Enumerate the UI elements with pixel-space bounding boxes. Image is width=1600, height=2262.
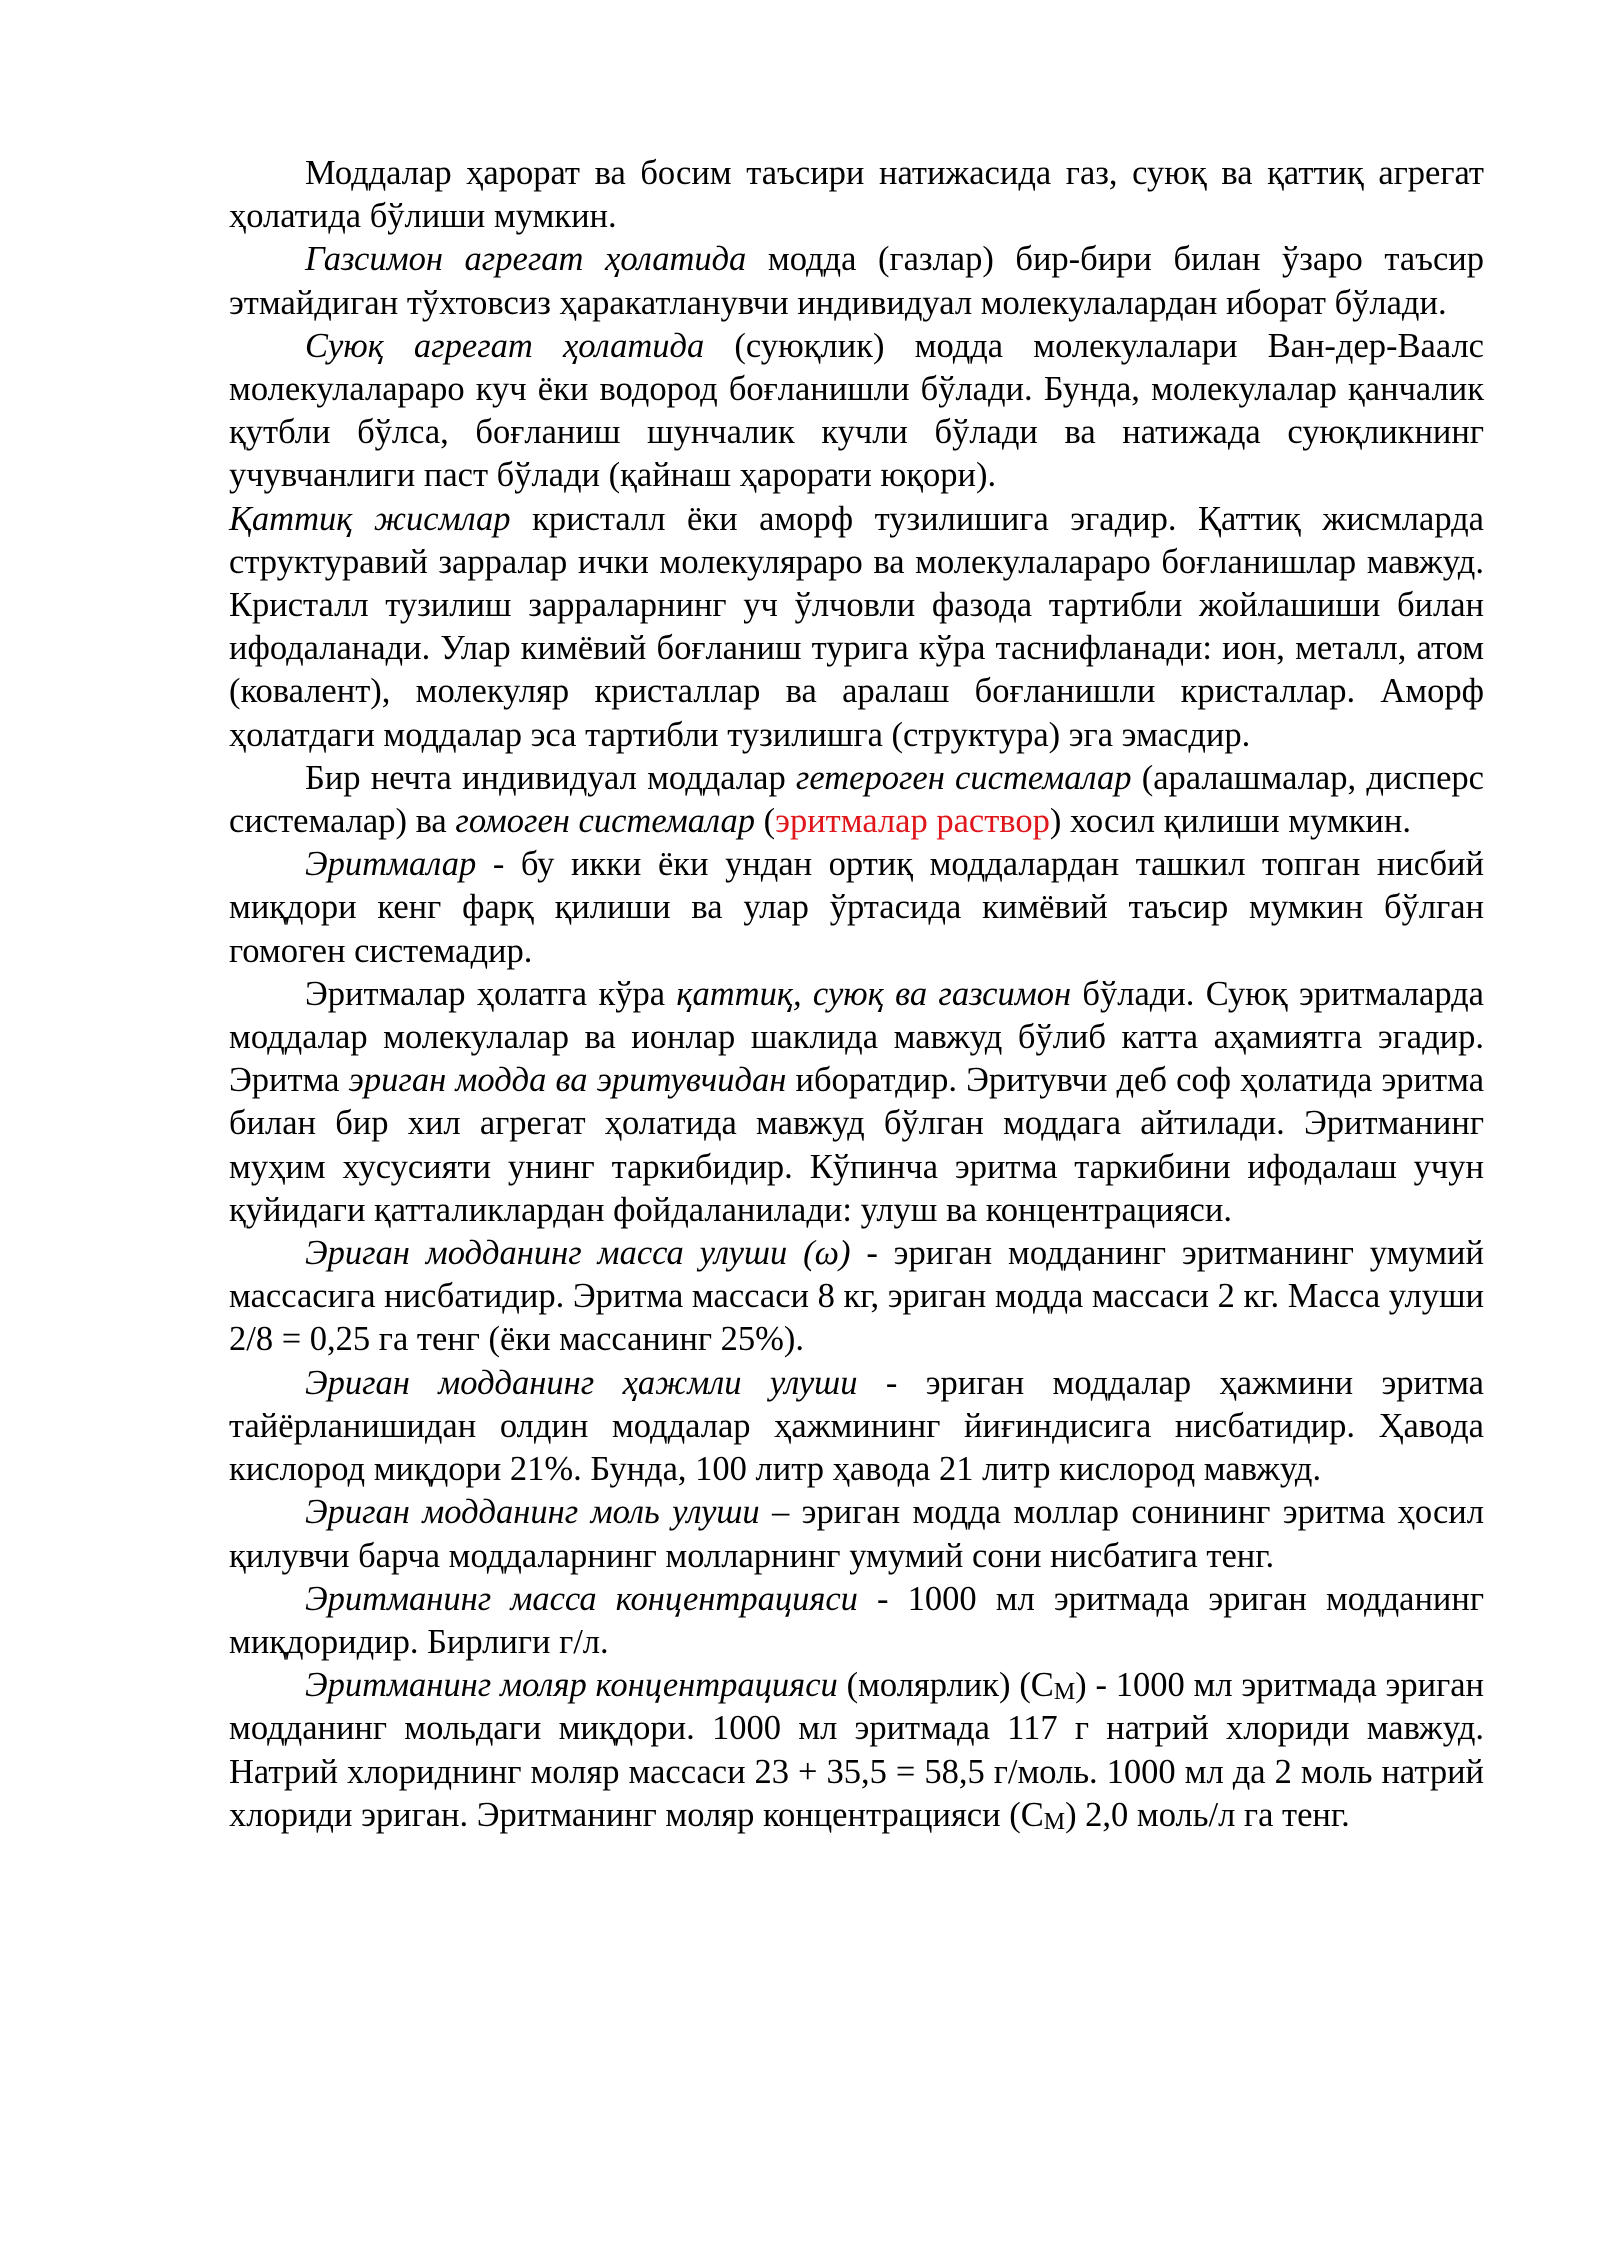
- paragraph-text: Бир нечта индивидуал моддалар: [305, 758, 796, 797]
- paragraph-text: ) - 1000 мл эритмада эриган модданинг мольдаги миқдори. 1000 мл эритмада 117 г натрий хлориди мавжуд. Натрий хлориднинг моляр массаси 23 + 35,5 = 58,5 г/моль. 1000 мл да 2 моль натрий хлориди эриган. Эритманинг моляр концентрацияси (С: [229, 1666, 1484, 1834]
- paragraph-solid-state: [229, 498, 1484, 757]
- term-volume-fraction: Эриган модданинг ҳажмли улуши: [305, 1363, 858, 1402]
- term-homogeneous-systems: гомоген системалар: [455, 802, 756, 841]
- paragraph-text: бўлади. Суюқ эритмаларда моддалар молекулалар ва ионлар шаклида мавжуд бўлиб катта аҳамиятга эгадир. Эритма: [229, 974, 1484, 1100]
- paragraph-liquid-state: [229, 325, 1484, 498]
- term-mass-fraction: Эриган модданинг масса улуши (ω): [305, 1234, 851, 1273]
- paragraph-text: Моддалар ҳарорат ва босим таъсири натижасида газ, суюқ ва қаттиқ агрегат ҳолатида бўлиши мумкин.: [229, 154, 1484, 236]
- paragraph-text: кристалл ёки аморф тузилишига эгадир. Қаттиқ жисмларда структуравий зарралар ички молекуляраро ва молекулалараро боғланишлар мавжуд. Кристалл тузилиш зарраларнинг уч ўлчовли фазода тартибли жойлашиши билан ифодаланади. Улар кимёвий боғланиш турига кўра таснифланади: ион, металл, атом (ковалент), молекуляр кристаллар ва аралаш боғланишли кристаллар. Аморф ҳолатдаги моддалар эса тартибли тузилишга (структура) эга эмасдир.: [229, 499, 1484, 754]
- paragraph-text: (: [755, 802, 776, 841]
- paragraph-text: (аралашмалар, дисперс системалар) ва: [229, 758, 1484, 841]
- paragraph-mole-fraction: [229, 1491, 1484, 1577]
- term-solids: Қаттиқ жисмлар: [229, 499, 511, 538]
- paragraph-mass-concentration: [229, 1578, 1484, 1664]
- term-solution-states: қаттиқ, суюқ ва газсимон: [676, 974, 1072, 1013]
- paragraph-solution-states: [229, 973, 1484, 1232]
- paragraph-text: ) 2,0 моль/л га тенг.: [1065, 1795, 1350, 1834]
- term-heterogeneous-systems: гетероген системалар: [795, 758, 1132, 797]
- paragraph-text: – эриган модда моллар сонининг эритма ҳосил қилувчи барча моддаларнинг молларнинг умумий сони нисбатига тенг.: [229, 1493, 1484, 1575]
- highlighted-term-solutions: эритмалар раствор: [775, 802, 1050, 841]
- paragraph-text: модда (газлар) бир-бири билан ўзаро таъсир этмайдиган тўхтовсиз ҳаракатланувчи индивидуал молекулалардан иборат бўлади.: [229, 240, 1484, 322]
- paragraph-text: - 1000 мл эритмада эриган модданинг миқдоридир. Бирлиги г/л.: [229, 1579, 1484, 1661]
- term-gas-state: Газсимон агрегат ҳолатида: [305, 240, 747, 279]
- term-liquid-state: Суюқ агрегат ҳолатида: [305, 326, 705, 365]
- term-solutions: Эритмалар: [305, 845, 477, 884]
- paragraph-volume-fraction: [229, 1362, 1484, 1492]
- term-mass-concentration: Эритманинг масса концентрацияси: [305, 1579, 858, 1618]
- paragraph-text: ) хосил қилиши мумкин.: [1049, 802, 1411, 841]
- subscript-m: М: [1043, 1808, 1066, 1835]
- subscript-m: М: [1053, 1679, 1076, 1706]
- document-page: [229, 152, 1484, 1837]
- paragraph-solutions-definition: [229, 843, 1484, 973]
- paragraph-text: (суюқлик) модда молекулалари Ван-дер-Ваалс молекулалараро куч ёки водород боғланишли бўлади. Бунда, молекулалар қанчалик қутбли бўлса, боғланиш шунчалик кучли бўлади ва натижада суюқликнинг учувчанлиги паст бўлади (қайнаш ҳарорати юқори).: [229, 326, 1484, 495]
- paragraph-text: - эриган модданинг эритманинг умумий массасига нисбатидир. Эритма массаси 8 кг, эриган модда массаси 2 кг. Масса улуши 2/8 = 0,25 га тенг (ёки массанинг 25%).: [229, 1234, 1484, 1359]
- paragraph-text: иборатдир. Эритувчи деб соф ҳолатида эритма билан бир хил агрегат ҳолатида мавжуд бўлган моддага айтилади. Эритманинг муҳим хусусияти унинг таркибидир. Кўпинча эритма таркибини ифодалаш учун қуйидаги қатталиклардан фойдаланилади: улуш ва концентрацияси.: [229, 1061, 1485, 1229]
- paragraph-text: - бу икки ёки ундан ортиқ моддалардан ташкил топган нисбий миқдори кенг фарқ қилиши ва улар ўртасида кимёвий таъсир мумкин бўлган гомоген системадир.: [229, 845, 1484, 970]
- term-molar-concentration: Эритманинг моляр концентрацияси: [305, 1666, 838, 1705]
- paragraph-text: Эритмалар ҳолатга кўра: [305, 974, 677, 1013]
- paragraph-systems: [229, 757, 1484, 843]
- term-mole-fraction: Эриган модданинг моль улуши: [305, 1493, 760, 1532]
- paragraph-molar-concentration: [229, 1664, 1484, 1837]
- paragraph-text: (молярлик) (С: [837, 1666, 1054, 1705]
- paragraph-mass-fraction: [229, 1232, 1484, 1362]
- term-solute-and-solvent: эриган модда ва эритувчидан: [348, 1061, 787, 1100]
- paragraph-text: - эриган моддалар ҳажмини эритма тайёрланишидан олдин моддалар ҳажмининг йиғиндисига нисбатидир. Ҳавода кислород миқдори 21%. Бунда, 100 литр ҳавода 21 литр кислород мавжуд.: [229, 1363, 1484, 1489]
- paragraph-gas-state: [229, 238, 1484, 324]
- paragraph-aggregate-states: [229, 152, 1484, 238]
